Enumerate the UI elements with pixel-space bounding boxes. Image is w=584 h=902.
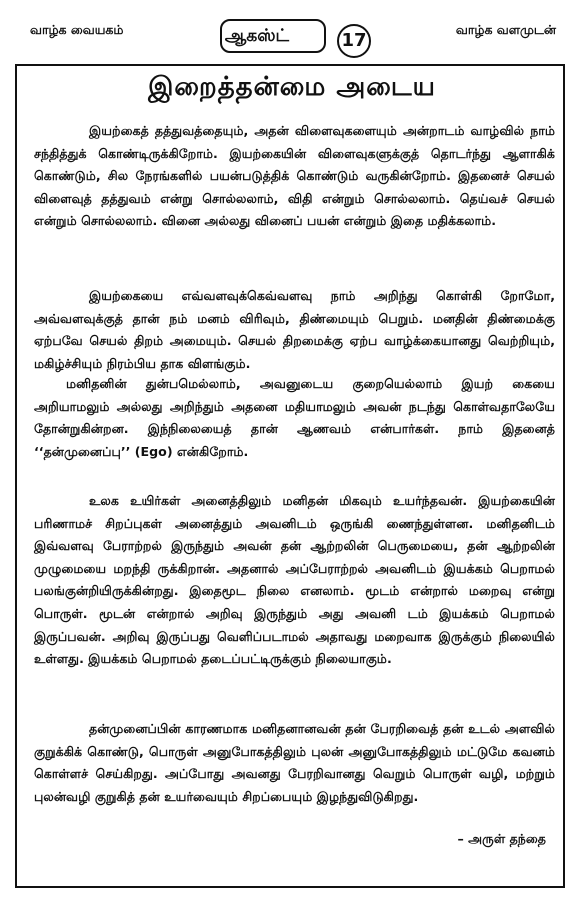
paragraph-2: இயற்கையை எவ்வளவுக்கெவ்வளவு நாம் அறிந்து கொள்கி றோமோ, அவ்வளவுக்குத் தான் நம் மனம் விரிவும், திண்மையும் பெறும். மனதின் திண்மைக்கு ஏற்பவே செயல் திறம் அமையும். செயல் திறமைக்கு ஏற்ப வாழ்க்கையானது வெற்றியும், மகிழ்ச்சியும் நிரம்பிய தாக விளங்கும். (34, 288, 555, 371)
page-title: இறைத்தன்மை அடைய (148, 72, 436, 102)
month-label: ஆகஸ்ட் (220, 19, 326, 53)
paragraph-5: தன்முனைப்பின் காரணமாக மனிதனானவன் தன் பேரறிவைத் தன் உடல் அளவில் குறுக்கிக் கொண்டு, பொருள் அனுபோகத்திலும் புலன் அனுபோகத்திலும் மட்டுமே கவனம் கொள்ளச் செய்கிறது. அப்போது அவனது பேரறிவானது வெறும் பொருள் வழி, மற்றும் புலன்வழி குறுகித் தன் உயர்வையும் சிறப்பையும் இழந்துவிடுகிறது. (34, 721, 555, 804)
date-number: 17 (337, 24, 371, 58)
paragraph-1: இயற்கைத் தத்துவத்தையும், அதன் விளைவுகளையும் அன்றாடம் வாழ்வில் நாம் சந்தித்துக் கொண்டிருக்கிறோம். இயற்கையின் விளைவுகளுக்குத் தொடர்ந்து ஆளாகிக் கொண்டும், சில நேரங்களில் பயன்படுத்திக் கொண்டும் வருகின்றோம். இதனைச் செயல் விளைவுத் தத்துவம் என்று சொல்லலாம், விதி என்றும் சொல்லலாம். தெய்வச் செயல் என்றும் சொல்லலாம். வினை அல்லது வினைப் பயன் என்றும் இதை மதிக்கலாம். (34, 123, 555, 229)
header-left-slogan: வாழ்க வையகம் (30, 22, 124, 37)
header-right-slogan: வாழ்க வளமுடன் (455, 22, 556, 37)
paragraph-4: உலக உயிர்கள் அனைத்திலும் மனிதன் மிகவும் உயர்ந்தவன். இயற்கையின் பரிணாமச் சிறப்புகள் அனைத்தும் அவனிடம் ஒருங்கி ணைந்துள்ளன. மனிதனிடம் இவ்வளவு பேராற்றல் இருந்தும் அவன் தன் ஆற்றலின் பெருமையை, தன் ஆற்றலின் முழுமையை மறந்தி ருக்கிறான். அதனால் அப்பேராற்றல் அவனிடம் இயக்கம் பெறாமல் பலங்குன்றியிருக்கின்றது. இதைமூட நிலை எனலாம். மூடம் என்றால் மறைவு என்று பொருள். மூடன் என்றால் அறிவு இருந்தும் அது அவனி டம் இயக்கம் பெறாமல் இருப்பவன். அறிவு இருப்பது வெளிப்படாமல் அதாவது மறைவாக இருக்கும் நிலையில் உள்ளது. இயக்கம் பெறாமல் தடைப்பட்டிருக்கும் நிலையாகும். (34, 493, 555, 667)
paragraph-3: மனிதனின் துன்பமெல்லாம், அவனுடைய குறையெல்லாம் இயற் கையை அறியாமலும் அல்லது அறிந்தும் அதனை மதியாமலும் அவன் நடந்து கொள்வதாலேயே தோன்றுகின்றன. இந்நிலையைத் தான் ஆணவம் என்பார்கள். நாம் இதனைத் ‘‘தன்முனைப்பு’’ (Ego) என்கிறோம். (34, 376, 555, 459)
page-header (0, 0, 584, 60)
author-signature: – அருள் தந்தை (457, 831, 546, 846)
